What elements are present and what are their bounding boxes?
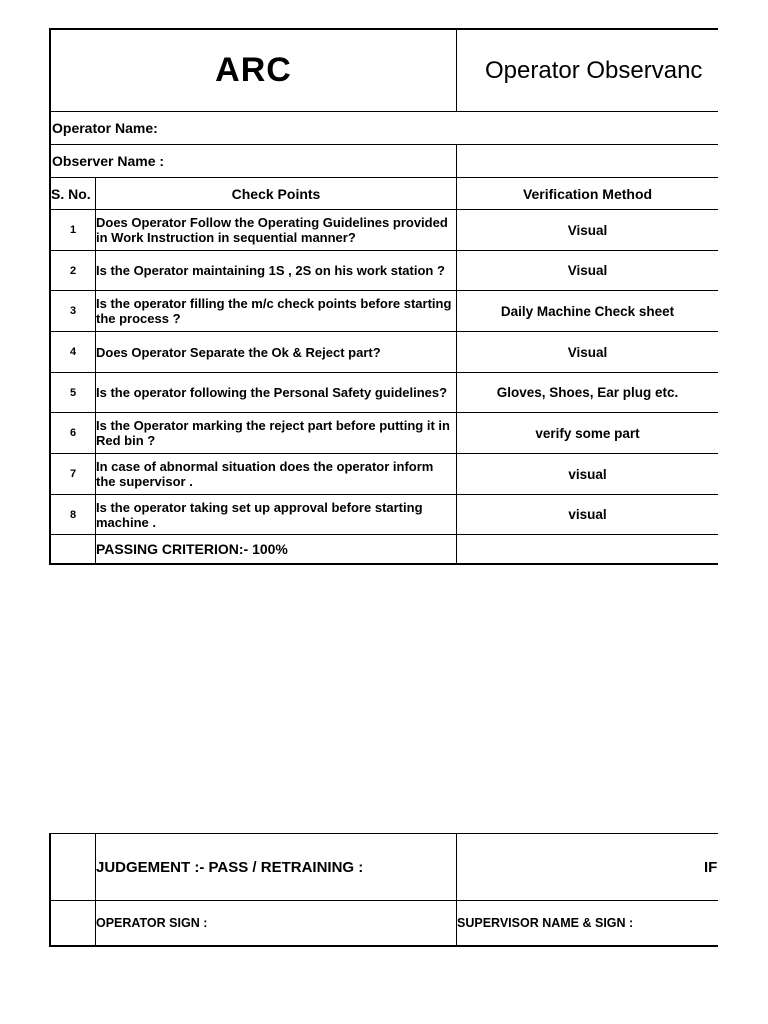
row-sn: 2 — [69, 264, 77, 277]
footer-bottom-border — [49, 945, 718, 947]
observer-name-field[interactable] — [457, 145, 718, 177]
col-header-verification: Verification Method — [522, 185, 653, 202]
row-method: verify some part — [535, 425, 640, 441]
operator-name-field[interactable] — [200, 112, 718, 144]
company-logo-text: ARC — [215, 51, 292, 89]
row-sn: 1 — [69, 224, 77, 236]
row-checkpoint: Does Operator Follow the Operating Guidelines provided in Work Instruction in sequential manner? — [96, 215, 448, 245]
judgement-label: JUDGEMENT :- PASS / RETRAINING : — [96, 858, 364, 876]
row-method: visual — [568, 466, 607, 482]
col-divider-main — [456, 28, 457, 111]
row-checkpoint: Does Operator Separate the Ok & Reject part? — [96, 344, 381, 360]
judgement-right-text: IF — [704, 858, 718, 876]
supervisor-sign-label: SUPERVISOR NAME & SIGN : — [457, 916, 634, 930]
operator-name-label: Operator Name: — [52, 120, 158, 136]
col-header-checkpoints: Check Points — [231, 185, 321, 202]
operator-sign-label: OPERATOR SIGN : — [96, 916, 208, 930]
observer-name-label: Observer Name : — [52, 153, 165, 169]
row-checkpoint: Is the operator following the Personal Safety guidelines? — [96, 385, 448, 400]
row-sn: 3 — [69, 305, 77, 317]
col-header-sn: S. No. — [51, 185, 91, 202]
line-form-bottom — [49, 563, 718, 565]
row-checkpoint: Is the operator taking set up approval before starting machine . — [96, 499, 423, 530]
row-checkpoint: Is the Operator marking the reject part before putting it in Red bin ? — [96, 418, 450, 448]
row-sn: 4 — [69, 346, 77, 358]
row-checkpoint: Is the operator filling the m/c check points before starting the process ? — [96, 296, 452, 326]
row-sn: 8 — [69, 508, 77, 521]
row-sn: 6 — [69, 427, 77, 439]
row-checkpoint: In case of abnormal situation does the operator inform the supervisor . — [96, 459, 434, 489]
row-method: Visual — [567, 222, 608, 238]
row-method: Gloves, Shoes, Ear plug etc. — [496, 385, 679, 400]
footer-left-border — [49, 833, 51, 947]
row-sn: 7 — [69, 468, 77, 480]
row-method: Visual — [567, 344, 608, 360]
row-sn: 5 — [69, 386, 77, 399]
row-method: Daily Machine Check sheet — [500, 303, 675, 319]
form-title: Operator Observanc — [485, 56, 703, 84]
row-checkpoint: Is the Operator maintaining 1S , 2S on his work station ? — [96, 263, 445, 278]
row-method: visual — [568, 507, 607, 522]
passing-criterion: PASSING CRITERION:- 100% — [96, 541, 288, 557]
row-method: Visual — [567, 263, 608, 278]
